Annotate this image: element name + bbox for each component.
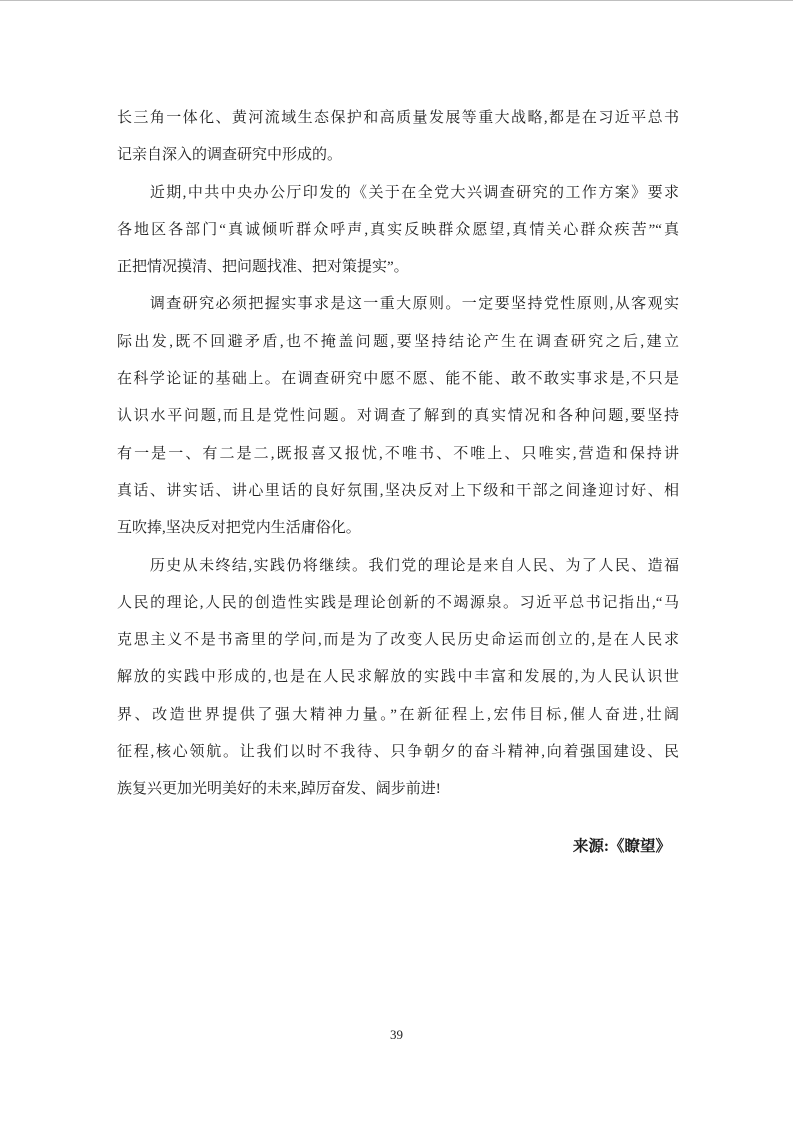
text-line: 界、改造世界提供了强大精神力量。”在新征程上,宏伟目标,催人奋进,壮阔 [117, 706, 679, 723]
text-line: 解放的实践中形成的,也是在人民求解放的实践中丰富和发展的,为人民认识世 [117, 669, 679, 686]
text-line: 真话、讲实话、讲心里话的良好氛围,坚决反对上下级和干部之间逢迎讨好、相 [117, 482, 679, 499]
paragraph [117, 175, 679, 287]
text-line: 历史从未终结,实践仍将继续。我们党的理论是来自人民、为了人民、造福 [117, 557, 679, 574]
text-line: 调查研究必须把握实事求是这一重大原则。一定要坚持党性原则,从客观实 [117, 296, 679, 313]
text-line: 有一是一、有二是二,既报喜又报忧,不唯书、不唯上、只唯实,营造和保持讲 [117, 445, 679, 462]
text-line: 征程,核心领航。让我们以时不我待、只争朝夕的奋斗精神,向着强国建设、民 [117, 744, 679, 761]
text-line: 人民的理论,人民的创造性实践是理论创新的不竭源泉。习近平总书记指出,“马 [117, 594, 679, 611]
text-line: 际出发,既不回避矛盾,也不掩盖问题,要坚持结论产生在调查研究之后,建立 [117, 333, 679, 350]
paragraph [117, 286, 679, 547]
text-line: 各地区各部门“真诚倾听群众呼声,真实反映群众愿望,真情关心群众疾苦”“真 [117, 221, 679, 238]
text-line: 正把情况摸清、把问题找准、把对策提实”。 [117, 259, 409, 276]
paragraph [117, 100, 679, 175]
text-line: 长三角一体化、黄河流域生态保护和高质量发展等重大战略,都是在习近平总书 [117, 110, 679, 126]
text-line: 互吹捧,坚决反对把党内生活庸俗化。 [117, 520, 361, 537]
text-line: 族复兴更加光明美好的未来,踔厉奋发、阔步前进! [117, 781, 441, 798]
article-body [117, 100, 679, 865]
paragraph [117, 548, 679, 809]
text-line: 在科学论证的基础上。在调查研究中愿不愿、能不能、敢不敢实事求是,不只是 [117, 371, 679, 388]
text-line: 克思主义不是书斋里的学问,而是为了改变人民历史命运而创立的,是在人民求 [117, 632, 679, 649]
source-attribution: 来源:《瞭望》 [572, 837, 671, 855]
text-line: 记亲自深入的调查研究中形成的。 [117, 147, 343, 164]
text-line: 近期,中共中央办公厅印发的《关于在全党大兴调查研究的工作方案》要求 [117, 184, 679, 201]
page-number: 39 [390, 1027, 403, 1042]
text-line: 认识水平问题,而且是党性问题。对调查了解到的真实情况和各种问题,要坚持 [117, 408, 679, 425]
